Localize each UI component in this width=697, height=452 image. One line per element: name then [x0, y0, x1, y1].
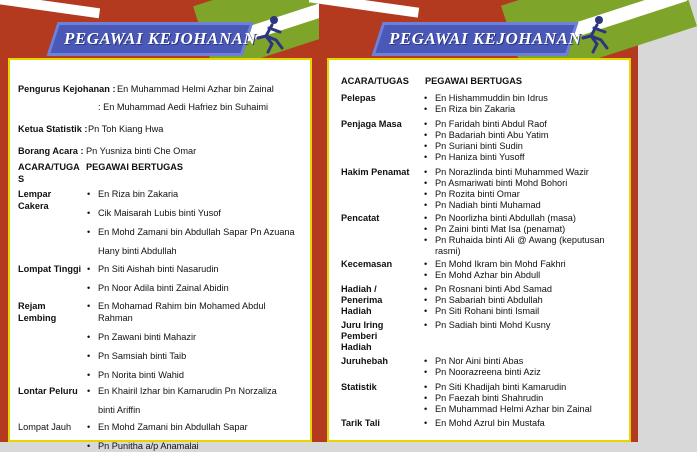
list-item: • En Hishammuddin bin Idrus	[435, 92, 548, 104]
list-item: • Pn Punitha a/p Anamalai	[98, 440, 199, 452]
juru-label: Juru Iring	[341, 320, 384, 330]
list-item: • Pn Zaini binti Mat Isa (penamat)	[435, 223, 565, 235]
list-item: • Pn Noor Adila binti Zainal Abidin	[98, 282, 229, 294]
pencatat-label: Pencatat	[341, 213, 380, 223]
list-item: • Pn Noorlizha binti Abdullah (masa)	[435, 212, 576, 224]
list-item: • Pn Rozita binti Omar	[435, 188, 520, 200]
header-acara: ACARA/TUGA	[18, 162, 80, 172]
white-stripe	[0, 0, 100, 18]
list-item: • En Mohamad Rahim bin Mohamed Abdul	[98, 300, 266, 312]
list-item: • En Mohd Zamani bin Abdullah Sapar Pn Azuana	[98, 226, 295, 238]
tarik-label: Tarik Tali	[341, 418, 380, 428]
banner-title: PEGAWAI KEJOHANAN	[389, 29, 582, 48]
pengurus-label: Pengurus Kejohanan :	[18, 84, 116, 94]
list-item: • Pn Zawani binti Mahazir	[98, 331, 196, 343]
header-acara-s: S	[18, 174, 25, 184]
tinggi-label: Lompat Tinggi	[18, 264, 82, 274]
juru-label: Hadiah	[341, 342, 372, 352]
list-item: • Pn Noorazreena binti Aziz	[435, 366, 541, 378]
runner-icon	[252, 14, 286, 54]
list-item: • En Mohd Azhar bin Abdull	[435, 269, 540, 281]
borang-value: Pn Yusniza binti Che Omar	[86, 146, 197, 156]
list-item: • Pn Nor Aini binti Abas	[435, 355, 523, 367]
jauh-label: Lompat Jauh	[18, 422, 72, 432]
white-stripe	[309, 0, 419, 18]
hakim-label: Hakim Penamat	[341, 167, 410, 177]
rejam-label: Lembing	[18, 313, 57, 323]
hadiah-label: Penerima	[341, 295, 383, 305]
pengurus-1: En Muhammad Helmi Azhar bin Zainal	[117, 84, 274, 94]
list-item: • Pn Badariah binti Abu Yatim	[435, 129, 549, 141]
hadiah-label: Hadiah	[341, 306, 372, 316]
borang-label: Borang Acara :	[18, 146, 84, 156]
list-item: • Pn Samsiah binti Taib	[98, 350, 186, 362]
list-item: • Pn Rosnani binti Abd Samad	[435, 283, 552, 295]
list-item: • Cik Maisarah Lubis binti Yusof	[98, 207, 221, 219]
list-item: • Pn Faezah binti Shahrudin	[435, 392, 543, 404]
list-item: • En Khairil Izhar bin Kamarudin Pn Norzaliza	[98, 385, 277, 397]
list-item-cont: binti Ariffin	[98, 405, 141, 415]
list-item: • Pn Siti Rohani binti Ismail	[435, 305, 539, 317]
statistik-label: Statistik	[341, 382, 377, 392]
list-item: • Pn Asmariwati binti Mohd Bohori	[435, 177, 567, 189]
header-acara: ACARA/TUGAS	[341, 76, 409, 86]
list-item: • Pn Norazlinda binti Muhammed Wazir	[435, 166, 589, 178]
list-item: • Pn Siti Khadijah binti Kamarudin	[435, 381, 566, 393]
list-item: • Pn Haniza binti Yusoff	[435, 151, 525, 163]
peluru-label: Lontar Peluru	[18, 386, 78, 396]
list-item: • En Mohd Zamani bin Abdullah Sapar	[98, 421, 248, 433]
penjaga-label: Penjaga Masa	[341, 119, 402, 129]
pengurus-2: : En Muhammad Aedi Hafriez bin Suhaimi	[98, 102, 269, 112]
runner-icon	[577, 14, 611, 54]
statistik-value: Pn Toh Kiang Hwa	[88, 124, 164, 134]
list-item: • Pn Ruhaida binti Ali @ Awang (keputusan	[435, 234, 605, 246]
list-item: • En Mohd Ikram bin Mohd Fakhri	[435, 258, 566, 270]
list-item: • En Mohd Azrul bin Mustafa	[435, 417, 545, 429]
list-item: • Pn Norita binti Wahid	[98, 369, 184, 381]
list-item: • En Riza bin Zakaria	[435, 103, 515, 115]
list-item: • Pn Sabariah binti Abdullah	[435, 294, 543, 306]
list-item-cont: rasmi)	[435, 246, 461, 256]
banner-title: PEGAWAI KEJOHANAN	[64, 29, 257, 48]
list-item: • Pn Nadiah binti Muhamad	[435, 199, 541, 211]
right-page	[319, 0, 638, 442]
list-item: • Pn Suriani binti Sudin	[435, 140, 523, 152]
list-item: • En Riza bin Zakaria	[98, 188, 178, 200]
juruhebah-label: Juruhebah	[341, 356, 388, 366]
list-item-cont: Hany binti Abdullah	[98, 246, 177, 256]
statistik-label: Ketua Statistik :	[18, 124, 88, 134]
list-item: • Pn Sadiah binti Mohd Kusny	[435, 319, 550, 331]
rejam-label: Rejam	[18, 301, 46, 311]
list-item: • En Muhammad Helmi Azhar bin Zainal	[435, 403, 592, 415]
header-pegawai: PEGAWAI BERTUGAS	[425, 76, 522, 86]
hadiah-label: Hadiah /	[341, 284, 377, 294]
list-item: • Pn Faridah binti Abdul Raof	[435, 118, 547, 130]
lempar-label: Lempar	[18, 189, 52, 199]
header-pegawai: PEGAWAI BERTUGAS	[86, 162, 183, 172]
pelepas-label: Pelepas	[341, 93, 376, 103]
list-item: • Pn Siti Aishah binti Nasarudin	[98, 263, 219, 275]
lempar-label: Cakera	[18, 201, 49, 211]
juru-label: Pemberi	[341, 331, 378, 341]
list-item-cont: Rahman	[98, 313, 133, 323]
kecemasan-label: Kecemasan	[341, 259, 393, 269]
left-page	[0, 0, 319, 451]
